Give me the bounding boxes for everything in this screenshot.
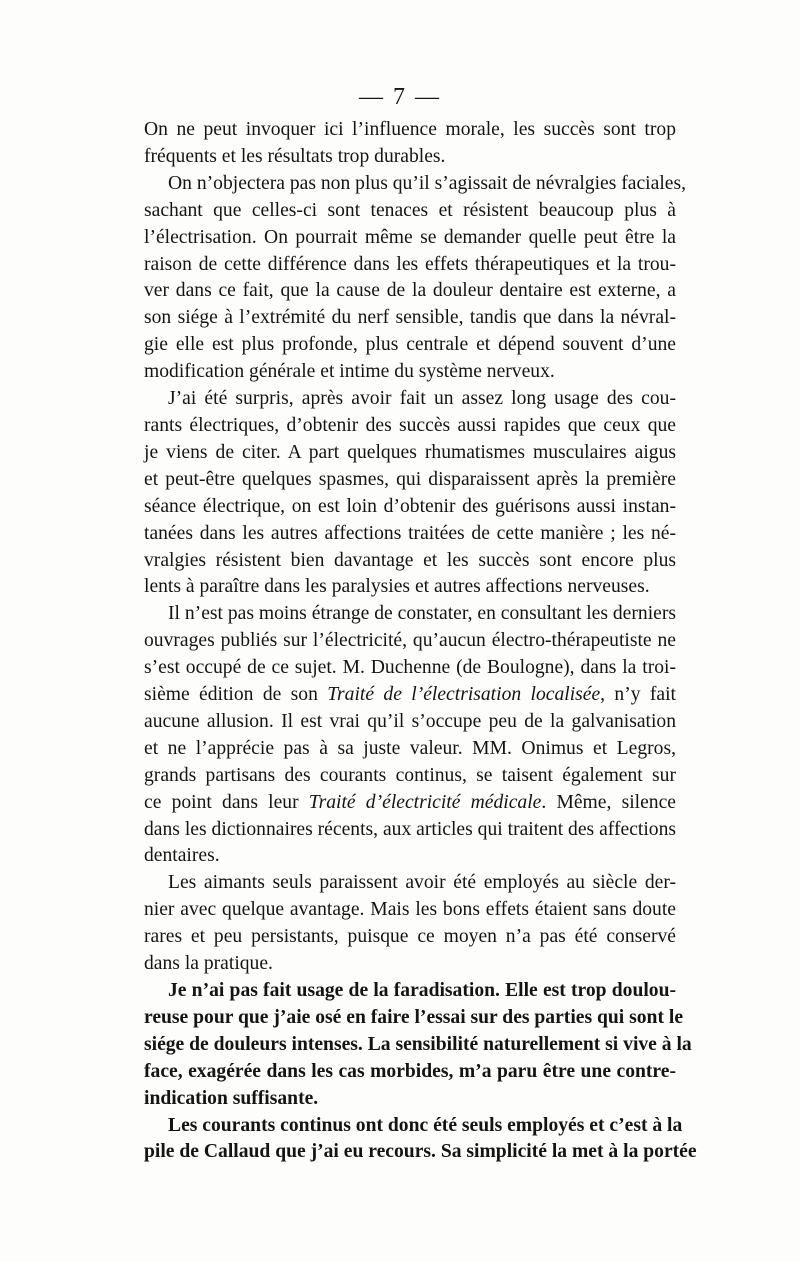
- text-line: tanées dans les autres affections traitées de cette manière ; les né-: [144, 522, 676, 544]
- paragraph-p6: [120, 978, 692, 1113]
- text-line: s’est occupé de ce sujet. M. Duchenne (de Boulogne), dans la troi-: [144, 657, 676, 679]
- text-line: pile de Callaud que j’ai eu recours. Sa simplicité la met à la portée: [144, 1141, 697, 1163]
- text-line: fréquents et les résultats trop durables.: [144, 145, 446, 167]
- text-line: ce point dans leur Traité d’électricité médicale. Même, silence: [144, 791, 676, 813]
- text-line: rants électriques, d’obtenir des succès aussi rapides que ceux que: [144, 414, 676, 436]
- text-line: On n’objectera pas non plus qu’il s’agissait de névralgies faciales,: [168, 172, 686, 194]
- text-line: lents à paraître dans les paralysies et autres affections nerveuses.: [144, 576, 650, 598]
- body-text: [120, 117, 697, 1166]
- italic-title: Traité d’électricité médicale: [308, 791, 542, 813]
- text-line: rares et peu persistants, puisque ce moyen n’a pas été conservé: [144, 926, 676, 948]
- text-line: Il n’est pas moins étrange de constater, en consultant les derniers: [168, 603, 676, 625]
- text-line: dans la pratique.: [144, 953, 273, 975]
- text-line: gie elle est plus profonde, plus centrale et dépend souvent d’une: [144, 334, 676, 356]
- text-line: Les courants continus ont donc été seuls employés et c’est à la: [168, 1114, 683, 1136]
- paragraph-p2: [120, 171, 686, 386]
- text-line: Je n’ai pas fait usage de la faradisation. Elle est trop doulou-: [168, 980, 676, 1001]
- text-line: et peut-être quelques spasmes, qui disparaissent après la première: [144, 468, 676, 490]
- paragraph-p5: [120, 870, 676, 978]
- text-line: je viens de citer. A part quelques rhumatismes musculaires aigus: [144, 441, 676, 463]
- text-line: l’électrisation. On pourrait même se demander quelle peut être la: [144, 226, 676, 248]
- italic-title: Traité de l’électrisation localisée: [327, 684, 601, 706]
- paragraph-p3: [120, 386, 676, 601]
- text-line: séance électrique, on est loin d’obtenir des guérisons aussi instan-: [144, 495, 676, 517]
- paragraph-p1: [120, 117, 676, 171]
- text-line: J’ai été surpris, après avoir fait un assez long usage des cou-: [168, 388, 676, 410]
- text-line: raison de cette différence dans les effets thérapeutiques et la trou-: [144, 253, 676, 275]
- paragraph-p7: [120, 1113, 697, 1167]
- paragraph-p4: [120, 601, 676, 870]
- text-line: sachant que celles-ci sont tenaces et résistent beaucoup plus à: [144, 199, 676, 221]
- text-line: nier avec quelque avantage. Mais les bons effets étaient sans doute: [144, 899, 676, 921]
- text-line: indication suffisante.: [144, 1087, 319, 1109]
- text-line: ouvrages publiés sur l’électricité, qu’aucun électro-thérapeutiste ne: [144, 630, 676, 652]
- text-line: grands partisans des courants continus, se taisent également sur: [144, 764, 676, 786]
- text-line: Les aimants seuls paraissent avoir été employés au siècle der-: [168, 872, 676, 894]
- page-number: — 7 —: [359, 84, 441, 110]
- text-line: et ne l’apprécie pas à sa juste valeur. MM. Onimus et Legros,: [144, 737, 676, 759]
- text-line: dans les dictionnaires récents, aux articles qui traitent des affections: [144, 818, 676, 840]
- text-line: On ne peut invoquer ici l’influence morale, les succès sont trop: [144, 119, 676, 140]
- text-line: ver dans ce fait, que la cause de la douleur dentaire est externe, a: [144, 280, 676, 302]
- text-line: sième édition de son Traité de l’électrisation localisée, n’y fait: [144, 684, 676, 706]
- text-line: reuse pour que j’aie osé en faire l’essai sur des parties qui sont le: [144, 1006, 684, 1028]
- text-line: face, exagérée dans les cas morbides, m’a paru être une contre-: [144, 1060, 676, 1082]
- text-line: vralgies résistent bien davantage et les succès sont encore plus: [144, 549, 676, 571]
- text-line: modification générale et intime du système nerveux.: [144, 361, 555, 383]
- text-line: siége de douleurs intenses. La sensibilité naturellement si vive à la: [144, 1033, 692, 1055]
- text-line: dentaires.: [144, 845, 220, 867]
- text-line: aucune allusion. Il est vrai qu’il s’occupe peu de la galvanisation: [144, 710, 676, 732]
- text-line: son siége à l’extrémité du nerf sensible, tandis que dans la névral-: [144, 307, 676, 329]
